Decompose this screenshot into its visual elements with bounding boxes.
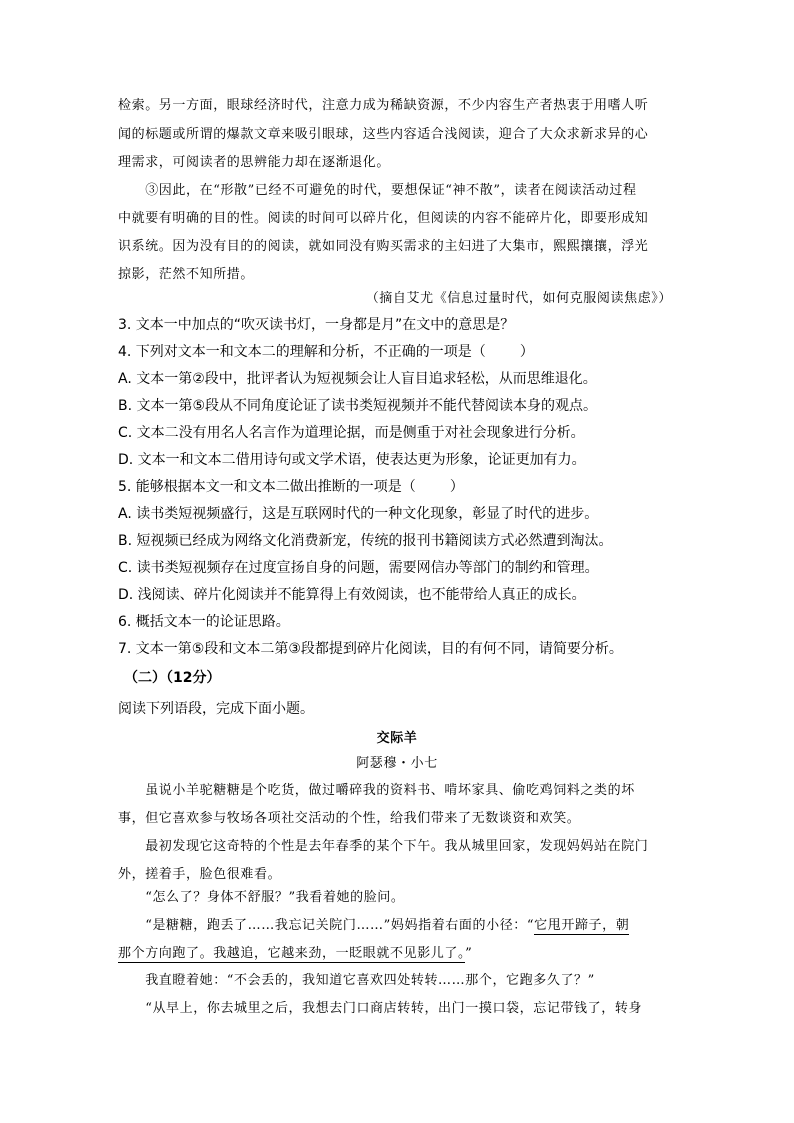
question-4 bbox=[118, 343, 534, 361]
question-4-text: 4. 下列对文本一和文本二的理解和分析，不正确的一项是（ bbox=[118, 344, 486, 360]
option-c: C. 文本二没有用名人名言作为道理论据，而是侧重于对社会现象进行分析。 bbox=[118, 425, 585, 441]
option-a: A. 文本一第②段中，批评者认为短视频会让人盲目追求轻松，从而思维退化。 bbox=[118, 371, 597, 387]
story-line bbox=[118, 945, 472, 963]
story-author: 阿瑟穆・小七 bbox=[356, 756, 438, 771]
passage-line: 中就要有明确的目的性。阅读的时间可以碎片化，但阅读的内容不能碎片化，即要形成知 bbox=[118, 211, 649, 226]
option-c: C. 读书类短视频存在过度宣扬自身的问题，需要网信办等部门的制约和管理。 bbox=[118, 560, 599, 576]
story-line: 最初发现它这奇特的个性是去年春季的某个下午。我从城里回家，发现妈妈站在院门 bbox=[118, 839, 649, 854]
story-text: “是糖糖，跑丢了……我忘记关院门……”妈妈指着右面的小径：“ bbox=[118, 918, 535, 933]
option-d: D. 浅阅读、碎片化阅读并不能算得上有效阅读，也不能带给人真正的成长。 bbox=[118, 587, 586, 603]
question-5 bbox=[118, 478, 464, 496]
passage-line: ③因此，在“形散”已经不可避免的时代，要想保证“神不散”，读者在阅读活动过程 bbox=[118, 183, 637, 198]
story-line: 外，搓着手，脸色很难看。 bbox=[118, 867, 282, 882]
question-6: 6. 概括文本一的论证思路。 bbox=[118, 614, 290, 630]
passage-line: 识系统。因为没有目的的阅读，就如同没有购买需求的主妇进了大集市，熙熙攘攘，浮光 bbox=[118, 239, 649, 254]
passage-line: 闻的标题或所谓的爆款文章来吸引眼球，这些内容适合浅阅读，迎合了大众求新求异的心 bbox=[118, 127, 649, 142]
story-line: 我直瞪着她：“不会丢的，我知道它喜欢四处转转……那个，它跑多久了？” bbox=[118, 973, 595, 988]
section-instruction: 阅读下列语段，完成下面小题。 bbox=[118, 701, 314, 717]
underlined-text: 它甩开蹄子，朝 bbox=[534, 918, 630, 933]
passage-source: （摘自艾尤《信息过量时代，如何克服阅读焦虑》） bbox=[365, 291, 672, 306]
option-a: A. 读书类短视频盛行，这是互联网时代的一种文化现象，彰显了时代的进步。 bbox=[118, 506, 599, 522]
option-b: B. 文本一第⑤段从不同角度论证了读书类短视频并不能代替阅读本身的观点。 bbox=[118, 398, 598, 414]
passage-line: 检索。另一方面，眼球经济时代，注意力成为稀缺资源，不少内容生产者热衷于用嗜人听 bbox=[118, 98, 649, 113]
option-d: D. 文本一和文本二借用诗句或文学术语，使表达更为形象，论证更加有力。 bbox=[118, 452, 586, 468]
passage-line: 掠影，茫然不知所措。 bbox=[118, 267, 255, 282]
passage-line: 理需求，可阅读者的思辨能力却在逐渐退化。 bbox=[118, 155, 391, 170]
story-text: ” bbox=[465, 946, 473, 961]
story-line bbox=[118, 917, 629, 935]
question-7: 7. 文本一第⑤段和文本二第③段都提到碎片化阅读，目的有何不同，请简要分析。 bbox=[118, 641, 623, 657]
story-title: 交际羊 bbox=[376, 731, 418, 746]
question-4-close: ） bbox=[519, 344, 534, 360]
question-5-close: ） bbox=[449, 479, 464, 495]
option-b: B. 短视频已经成为网络文化消费新宠，传统的报刊书籍阅读方式必然遭到淘汰。 bbox=[118, 533, 613, 549]
story-line: “从早上，你去城里之后，我想去门口商店转转，出门一摸口袋，忘记带钱了，转身 bbox=[118, 1001, 643, 1016]
underlined-text: 那个方向跑了。我越追，它越来劲，一眨眼就不见影儿了。 bbox=[118, 946, 466, 961]
question-3: 3. 文本一中加点的“吹灭读书灯，一身都是月”在文中的意思是？ bbox=[118, 317, 515, 333]
section-heading: （二）（12分） bbox=[124, 670, 221, 686]
story-line: “怎么了？身体不舒服？”我看着她的脸问。 bbox=[118, 890, 405, 905]
question-5-text: 5. 能够根据本文一和文本二做出推断的一项是（ bbox=[118, 479, 416, 495]
story-line: 事，但它喜欢参与牧场各项社交活动的个性，给我们带来了无数谈资和欢笑。 bbox=[118, 811, 581, 826]
story-line: 虽说小羊驼糖糖是个吃货，做过嚼碎我的资料书、啃坏家具、偷吃鸡饲料之类的坏 bbox=[118, 783, 635, 798]
